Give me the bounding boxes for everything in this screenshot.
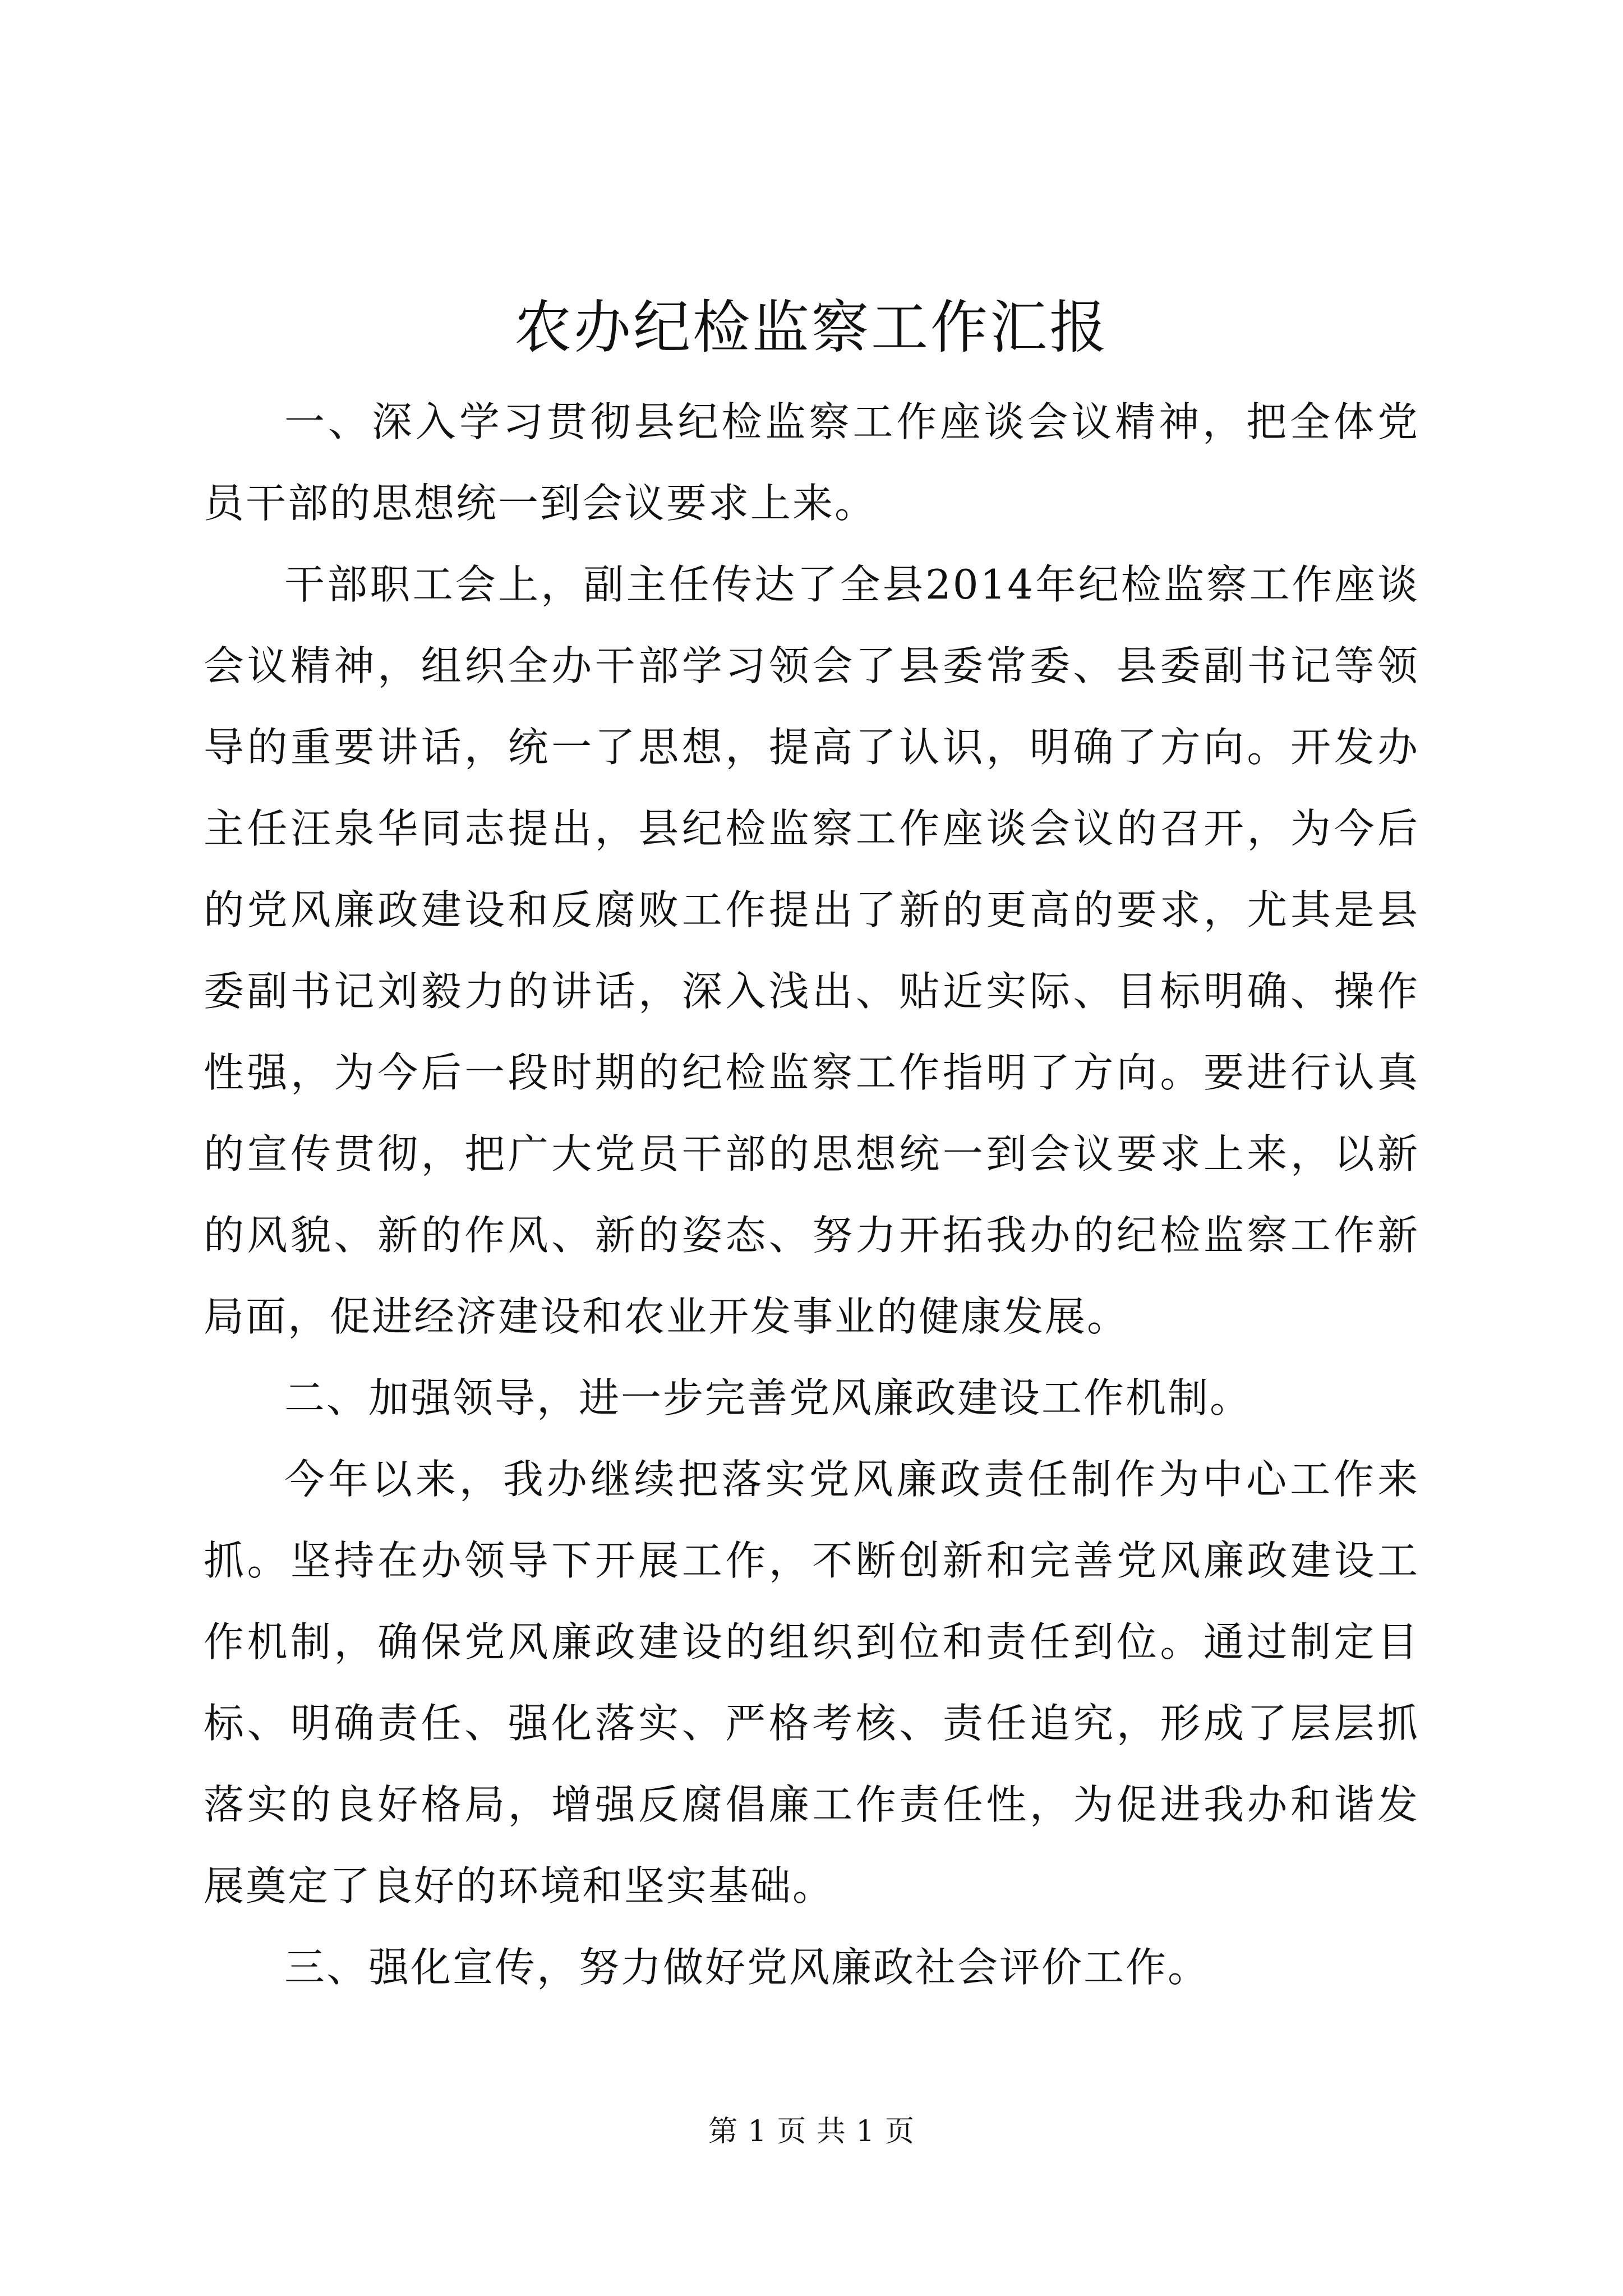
document-title: 农办纪检监察工作汇报 [514,295,1109,361]
paragraph-section-1-heading: 一、深入学习贯彻县纪检监察工作座谈会议精神，把全体党员干部的思想统一到会议要求上来。 [204,398,1419,527]
page-footer: 第 1 页 共 1 页 [708,2115,915,2148]
paragraph-section-1-body: 干部职工会上，副主任传达了全县2014年纪检监察工作座谈会议精神，组织全办干部学习领会了县委常委、县委副书记等领导的重要讲话，统一了思想，提高了认识，明确了方向。开发办主任汪泉华同志提出，县纪检监察工作座谈会议的召开，为今后的党风廉政建设和反腐败工作提出了新的更高的要求，尤其是县委副书记刘毅力的讲话，深入浅出、贴近实际、目标明确、操作性强，为今后一段时期的纪检监察工作指明了方向。要进行认真的宣传贯彻，把广大党员干部的思想统一到会议要求上来，以新的风貌、新的作风、新的姿态、努力开拓我办的纪检监察工作新局面，促进经济建设和农业开发事业的健康发展。 [204,561,1419,1340]
paragraph-section-2-body: 今年以来，我办继续把落实党风廉政责任制作为中心工作来抓。坚持在办领导下开展工作，不断创新和完善党风廉政建设工作机制，确保党风廉政建设的组织到位和责任到位。通过制定目标、明确责任、强化落实、严格考核、责任追究，形成了层层抓落实的良好格局，增强反腐倡廉工作责任性，为促进我办和谐发展奠定了良好的环境和坚实基础。 [204,1456,1419,1910]
document-body [204,381,1419,2008]
paragraph-section-2-heading: 二、加强领导，进一步完善党风廉政建设工作机制。 [284,1374,1252,1421]
paragraph-section-3-heading: 三、强化宣传，努力做好党风廉政社会评价工作。 [284,1944,1210,1991]
